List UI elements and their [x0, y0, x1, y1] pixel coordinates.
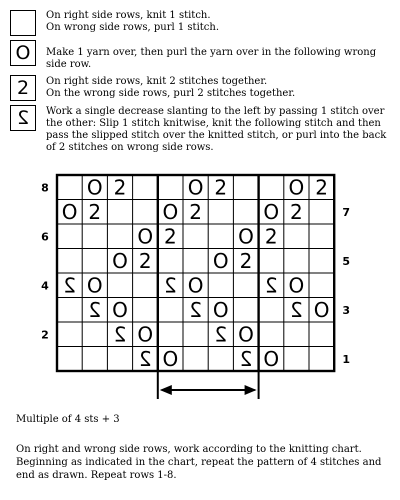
ssk-mirrored-icon: 2 — [10, 105, 36, 131]
legend-row-k2tog — [10, 75, 394, 101]
legend-text-yarn-over: Make 1 yarn over, then purl the yarn over in the following wrong side row. — [46, 47, 377, 70]
k2tog-icon: 2 — [164, 224, 177, 249]
yarn-over-icon: O — [263, 346, 280, 371]
legend-text-k2tog: On right side rows, knit 2 stitches together. On the wrong side rows, purl 2 stitches together. — [46, 76, 296, 99]
k2tog-icon: 2 — [88, 199, 102, 224]
legend-text-ssk: Work a single decrease slanting to the left by passing 1 stitch over the other: Slip 1 stitch knitwise, knit the following stitch and then pass the slipped stitch over the knitted stitch, or purl into the back of 2 stitches on wrong side rows. — [46, 106, 387, 153]
repeat-arrow-left-head — [160, 385, 172, 395]
row-number-label: 2 — [41, 328, 49, 342]
k2tog-icon: 2 — [138, 248, 152, 273]
yarn-over-icon: O — [10, 40, 36, 66]
row-number-label: 5 — [342, 254, 351, 268]
legend-row-yarn-over — [10, 40, 394, 71]
yarn-over-icon: O — [112, 297, 128, 322]
ssk-mirrored-icon: 2 — [239, 346, 253, 371]
ssk-mirrored-icon: 2 — [88, 297, 102, 322]
row-number-label: 4 — [41, 279, 49, 293]
row-number-label: 8 — [41, 181, 49, 195]
pattern-instructions: On right and wrong side rows, work according to the knitting chart. Beginning as indicated in the chart, repeat the pattern of 4 stitches and end as drawn. Repeat rows 1-8. — [16, 444, 382, 481]
yarn-over-icon: O — [288, 175, 305, 200]
yarn-over-icon: O — [238, 224, 254, 249]
yarn-over-icon: O — [187, 273, 204, 298]
yarn-over-icon: O — [263, 199, 280, 224]
yarn-over-icon: O — [238, 322, 254, 347]
yarn-over-icon: O — [61, 199, 78, 224]
ssk-mirrored-icon: 2 — [214, 322, 228, 347]
row-number-label: 7 — [342, 205, 351, 219]
ssk-mirrored-icon: 2 — [290, 297, 303, 322]
ssk-mirrored-icon: 2 — [164, 273, 177, 298]
k2tog-icon: 2 — [10, 75, 36, 101]
yarn-over-icon: O — [162, 199, 179, 224]
ssk-mirrored-icon: 2 — [138, 346, 152, 371]
pattern-multiple: Multiple of 4 sts + 3 — [16, 414, 120, 425]
ssk-mirrored-icon: 2 — [63, 273, 76, 298]
legend — [10, 0, 394, 158]
legend-row-knit — [10, 0, 394, 36]
legend-text-knit: On right side rows, knit 1 stitch. On wrong side rows, purl 1 stitch. — [46, 10, 220, 33]
k2tog-icon: 2 — [290, 199, 303, 224]
yarn-over-icon: O — [212, 297, 229, 322]
yarn-over-icon: O — [212, 248, 229, 273]
k2tog-icon: 2 — [264, 224, 278, 249]
repeat-arrow-right-head — [245, 385, 257, 395]
k2tog-icon: 2 — [214, 175, 228, 200]
yarn-over-icon: O — [86, 273, 103, 298]
k2tog-icon: 2 — [189, 199, 202, 224]
yarn-over-icon: O — [137, 224, 154, 249]
yarn-over-icon: O — [187, 175, 204, 200]
yarn-over-icon: O — [288, 273, 305, 298]
ssk-mirrored-icon: 2 — [189, 297, 202, 322]
knit-blank-icon — [10, 10, 36, 36]
yarn-over-icon: O — [162, 346, 179, 371]
chart-border — [57, 175, 334, 371]
row-number-label: 1 — [342, 352, 351, 366]
k2tog-icon: 2 — [315, 175, 328, 200]
yarn-over-icon: O — [86, 175, 103, 200]
row-number-label: 3 — [342, 303, 351, 317]
yarn-over-icon: O — [137, 322, 154, 347]
legend-row-ssk — [10, 105, 394, 154]
ssk-mirrored-icon: 2 — [113, 322, 127, 347]
k2tog-icon: 2 — [113, 175, 127, 200]
yarn-over-icon: O — [112, 248, 128, 273]
k2tog-icon: 2 — [239, 248, 253, 273]
ssk-mirrored-icon: 2 — [264, 273, 278, 298]
row-number-label: 6 — [41, 230, 49, 244]
yarn-over-icon: O — [313, 297, 330, 322]
